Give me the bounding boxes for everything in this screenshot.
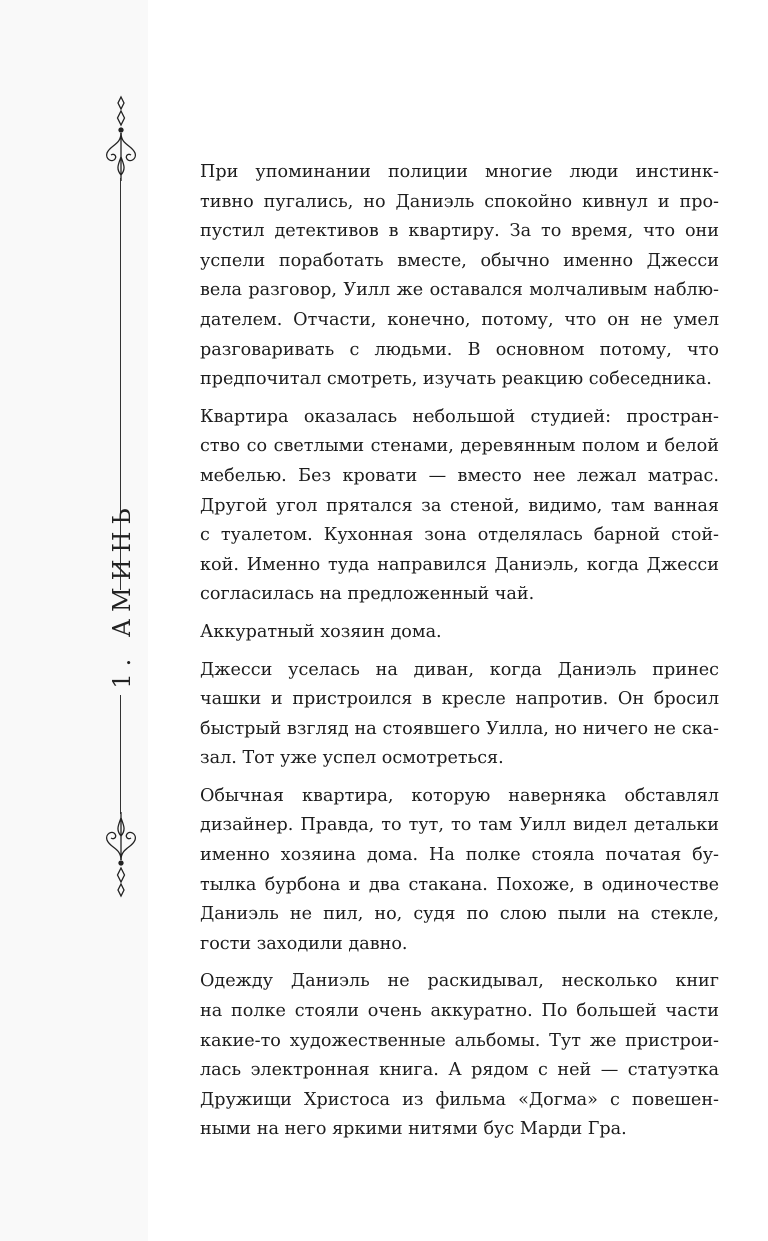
text-line: с туалетом. Кухонная зона отделялась барной стой-: [200, 525, 719, 546]
lower-rule-line: [120, 695, 121, 814]
paragraph-3: [200, 618, 719, 648]
text-line: успели поработать вместе, обычно именно Джесси: [200, 250, 719, 271]
text-line: Даниэль не пил, но, судя по слою пыли на стекле,: [200, 904, 719, 925]
body-text: [200, 158, 719, 1153]
paragraph-5: [200, 782, 719, 960]
text-line: гости заходили давно.: [200, 933, 408, 954]
text-line: зал. Тот уже успел осмотреться.: [200, 748, 504, 769]
text-line: ными на него яркими нитями бус Марди Гра.: [200, 1119, 627, 1140]
text-line: мебелью. Без кровати — вместо нее лежал матрас.: [200, 465, 719, 486]
text-line: При упоминании полиции многие люди инстинк-: [200, 162, 719, 182]
text-line: Квартира оказалась небольшой студией: простран-: [200, 406, 719, 427]
paragraph-6: [200, 967, 719, 1145]
text-line: Обычная квартира, которую наверняка обставлял: [200, 785, 719, 806]
bottom-flourish-ornament-icon: [98, 802, 144, 898]
text-line: чашки и пристроился в кресле напротив. Он бросил: [200, 689, 719, 710]
text-line: Аккуратный хозяин дома.: [200, 621, 442, 642]
text-line: пустил детективов в квартиру. За то время, что они: [200, 221, 719, 242]
paragraph-1: [200, 158, 719, 395]
text-line: на полке стояли очень аккуратно. По большей части: [200, 1001, 719, 1022]
text-line: Дружищи Христоса из фильма «Догма» с повешен-: [200, 1089, 719, 1110]
text-line: быстрый взгляд на стоявшего Уилла, но ничего не ска-: [200, 718, 719, 739]
text-line: согласилась на предложенный чай.: [200, 584, 535, 605]
text-line: дателем. Отчасти, конечно, потому, что он не умел: [200, 309, 719, 330]
text-line: Джесси уселась на диван, когда Даниэль принес: [200, 659, 719, 680]
text-line: разговаривать с людьми. В основном потому, что: [200, 339, 719, 360]
text-line: именно хозяина дома. На полке стояла початая бу-: [200, 845, 719, 866]
paragraph-2: [200, 403, 719, 610]
text-line: вела разговор, Уилл же оставался молчаливым наблю-: [200, 280, 719, 301]
text-line: дизайнер. Правда, то тут, то там Уилл видел детальки: [200, 815, 719, 836]
text-line: лась электронная книга. А рядом с ней — статуэтка: [200, 1060, 719, 1081]
top-flourish-ornament-icon: [98, 95, 144, 191]
text-line: кой. Именно туда направился Даниэль, когда Джесси: [200, 554, 719, 575]
text-line: Одежду Даниэль не раскидывал, несколько книг: [200, 971, 719, 992]
text-line: Другой угол прятался за стеной, видимо, там ванная: [200, 495, 719, 516]
text-line: какие-то художественные альбомы. Тут же пристрои-: [200, 1030, 719, 1051]
running-head: [102, 500, 142, 690]
text-line: тылка бурбона и два стакана. Похоже, в одиночестве: [200, 874, 719, 895]
paragraph-4: [200, 656, 719, 774]
text-line: ство со светлыми стенами, деревянным полом и белой: [200, 436, 719, 457]
text-line: тивно пугались, но Даниэль спокойно кивнул и про-: [200, 191, 719, 212]
text-line: предпочитал смотреть, изучать реакцию собеседника.: [200, 369, 712, 390]
chapter-title: 1. АМИНЬ: [108, 501, 136, 689]
